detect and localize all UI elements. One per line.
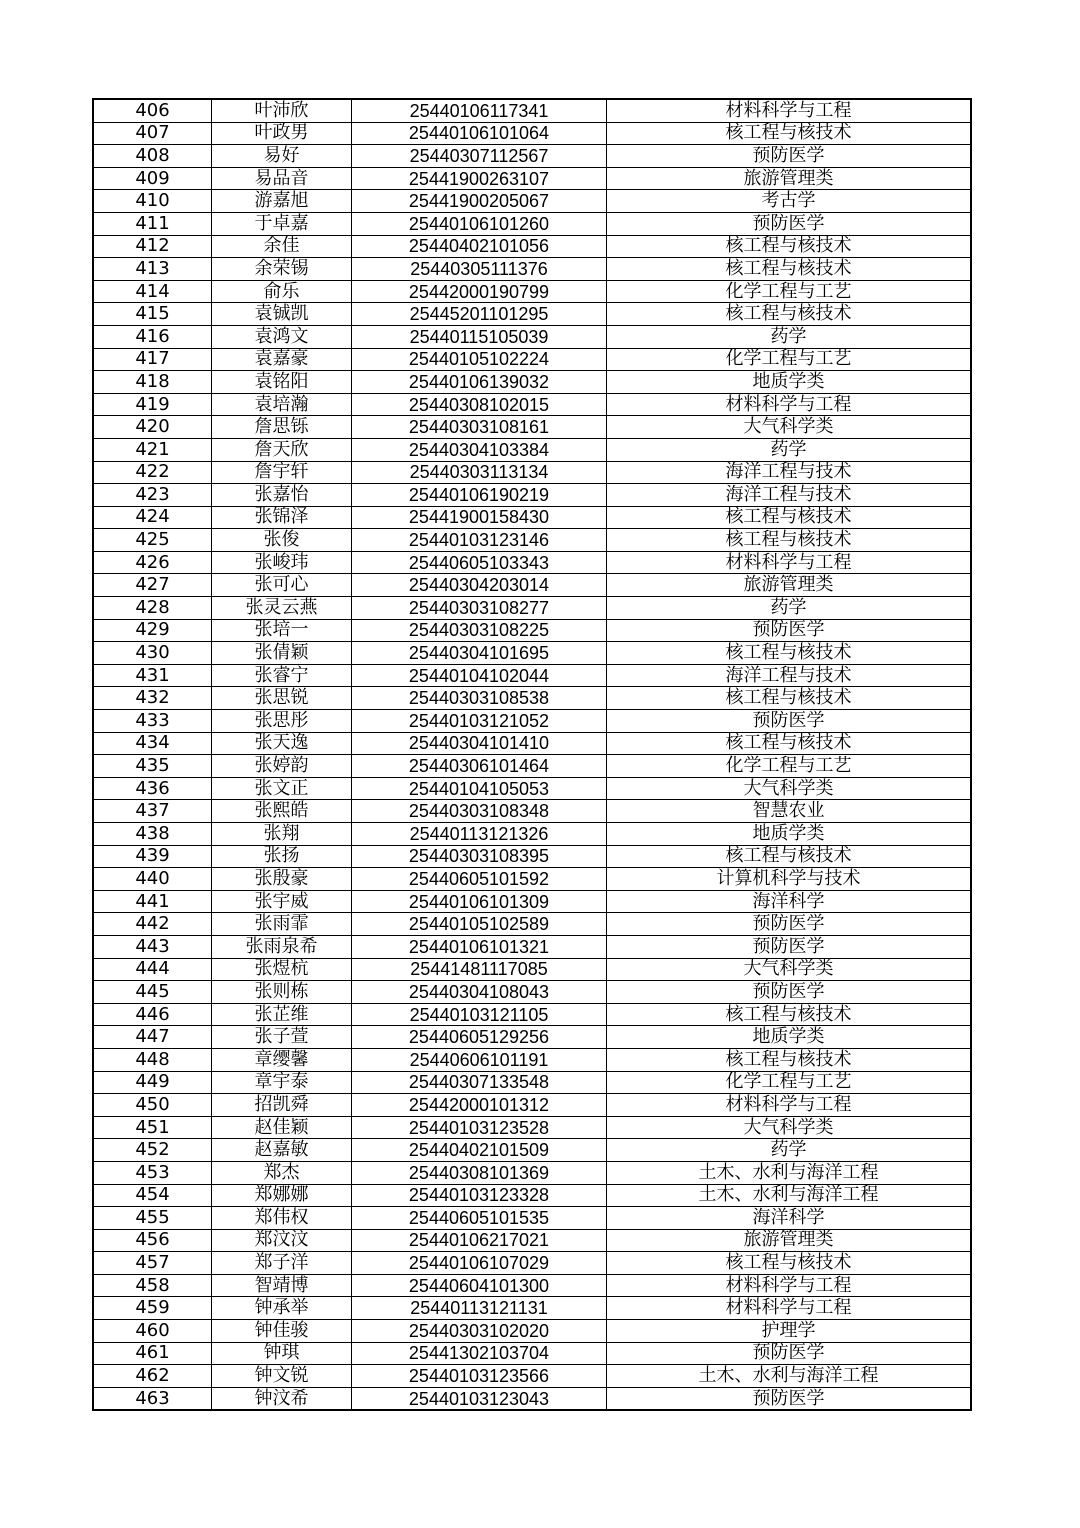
name-cell: 钟佳骏	[212, 1320, 352, 1343]
table-row	[93, 348, 971, 371]
row-number-cell: 409	[93, 167, 212, 190]
name-cell: 袁铭阳	[212, 371, 352, 394]
table-row	[93, 935, 971, 958]
name-cell: 游嘉旭	[212, 190, 352, 213]
row-number-cell: 419	[93, 393, 212, 416]
exam-id-cell: 25440606101191	[352, 1048, 607, 1071]
table-row	[93, 484, 971, 507]
major-cell: 海洋工程与技术	[607, 664, 972, 687]
table-row	[93, 597, 971, 620]
exam-id-cell: 25442000101312	[352, 1094, 607, 1117]
table-row	[93, 1048, 971, 1071]
major-cell: 智慧农业	[607, 800, 972, 823]
row-number-cell: 442	[93, 913, 212, 936]
exam-id-cell: 25440402101509	[352, 1139, 607, 1162]
exam-id-cell: 25441900263107	[352, 167, 607, 190]
major-cell: 土木、水利与海洋工程	[607, 1365, 972, 1388]
table-row	[93, 913, 971, 936]
major-cell: 地质学类	[607, 823, 972, 846]
table-row	[93, 551, 971, 574]
exam-id-cell: 25440605103343	[352, 551, 607, 574]
major-cell: 大气科学类	[607, 777, 972, 800]
exam-id-cell: 25440103123146	[352, 529, 607, 552]
row-number-cell: 415	[93, 303, 212, 326]
exam-id-cell: 25440103123328	[352, 1184, 607, 1207]
table-row	[93, 99, 971, 122]
row-number-cell: 408	[93, 145, 212, 168]
name-cell: 张思彤	[212, 710, 352, 733]
major-cell: 材料科学与工程	[607, 1274, 972, 1297]
major-cell: 药学	[607, 597, 972, 620]
table-row	[93, 574, 971, 597]
major-cell: 预防医学	[607, 935, 972, 958]
major-cell: 化学工程与工艺	[607, 1071, 972, 1094]
exam-id-cell: 25440605101535	[352, 1207, 607, 1230]
major-cell: 预防医学	[607, 1342, 972, 1365]
exam-id-cell: 25440104102044	[352, 664, 607, 687]
name-cell: 詹思铄	[212, 416, 352, 439]
major-cell: 考古学	[607, 190, 972, 213]
row-number-cell: 410	[93, 190, 212, 213]
exam-id-cell: 25445201101295	[352, 303, 607, 326]
major-cell: 材料科学与工程	[607, 1297, 972, 1320]
row-number-cell: 434	[93, 732, 212, 755]
name-cell: 易好	[212, 145, 352, 168]
row-number-cell: 460	[93, 1320, 212, 1343]
exam-id-cell: 25440106139032	[352, 371, 607, 394]
table-row	[93, 438, 971, 461]
table-row	[93, 687, 971, 710]
name-cell: 余荣锡	[212, 258, 352, 281]
exam-id-cell: 25440106101064	[352, 122, 607, 145]
major-cell: 大气科学类	[607, 1116, 972, 1139]
name-cell: 张煜杭	[212, 958, 352, 981]
name-cell: 张芷维	[212, 1003, 352, 1026]
row-number-cell: 411	[93, 212, 212, 235]
table-row	[93, 461, 971, 484]
exam-id-cell: 25440303108161	[352, 416, 607, 439]
row-number-cell: 452	[93, 1139, 212, 1162]
major-cell: 土木、水利与海洋工程	[607, 1161, 972, 1184]
row-number-cell: 435	[93, 755, 212, 778]
name-cell: 张灵云燕	[212, 597, 352, 620]
exam-id-cell: 25440306101464	[352, 755, 607, 778]
name-cell: 智靖博	[212, 1274, 352, 1297]
exam-id-cell: 25440106190219	[352, 484, 607, 507]
name-cell: 叶政男	[212, 122, 352, 145]
major-cell: 核工程与核技术	[607, 1003, 972, 1026]
row-number-cell: 440	[93, 868, 212, 891]
row-number-cell: 420	[93, 416, 212, 439]
name-cell: 张可心	[212, 574, 352, 597]
table-row	[93, 1184, 971, 1207]
name-cell: 钟文锐	[212, 1365, 352, 1388]
major-cell: 预防医学	[607, 981, 972, 1004]
table-row	[93, 868, 971, 891]
major-cell: 大气科学类	[607, 958, 972, 981]
table-row	[93, 212, 971, 235]
name-cell: 张倩颖	[212, 642, 352, 665]
row-number-cell: 433	[93, 710, 212, 733]
major-cell: 核工程与核技术	[607, 122, 972, 145]
major-cell: 预防医学	[607, 212, 972, 235]
name-cell: 赵嘉敏	[212, 1139, 352, 1162]
major-cell: 核工程与核技术	[607, 732, 972, 755]
name-cell: 郑子洋	[212, 1252, 352, 1275]
exam-id-cell: 25440303108277	[352, 597, 607, 620]
row-number-cell: 456	[93, 1229, 212, 1252]
row-number-cell: 459	[93, 1297, 212, 1320]
row-number-cell: 422	[93, 461, 212, 484]
row-number-cell: 437	[93, 800, 212, 823]
major-cell: 预防医学	[607, 1387, 972, 1410]
table-row	[93, 845, 971, 868]
row-number-cell: 407	[93, 122, 212, 145]
major-cell: 海洋工程与技术	[607, 461, 972, 484]
row-number-cell: 438	[93, 823, 212, 846]
major-cell: 预防医学	[607, 710, 972, 733]
major-cell: 预防医学	[607, 145, 972, 168]
name-cell: 袁培瀚	[212, 393, 352, 416]
table-row	[93, 371, 971, 394]
table-row	[93, 1003, 971, 1026]
table-row	[93, 145, 971, 168]
name-cell: 叶沛欣	[212, 99, 352, 122]
exam-id-cell: 25440303108225	[352, 619, 607, 642]
name-cell: 郑娜娜	[212, 1184, 352, 1207]
major-cell: 计算机科学与技术	[607, 868, 972, 891]
name-cell: 余佳	[212, 235, 352, 258]
row-number-cell: 431	[93, 664, 212, 687]
table-row	[93, 190, 971, 213]
name-cell: 张思锐	[212, 687, 352, 710]
row-number-cell: 418	[93, 371, 212, 394]
name-cell: 张锦泽	[212, 506, 352, 529]
name-cell: 张睿宁	[212, 664, 352, 687]
row-number-cell: 441	[93, 890, 212, 913]
table-row	[93, 1387, 971, 1410]
exam-id-cell: 25440104105053	[352, 777, 607, 800]
name-cell: 章缨馨	[212, 1048, 352, 1071]
name-cell: 俞乐	[212, 280, 352, 303]
major-cell: 药学	[607, 1139, 972, 1162]
name-cell: 张雨霏	[212, 913, 352, 936]
exam-id-cell: 25440303108395	[352, 845, 607, 868]
name-cell: 易品音	[212, 167, 352, 190]
name-cell: 张培一	[212, 619, 352, 642]
row-number-cell: 430	[93, 642, 212, 665]
major-cell: 地质学类	[607, 371, 972, 394]
table-row	[93, 1320, 971, 1343]
exam-id-cell: 25440103123566	[352, 1365, 607, 1388]
exam-id-cell: 25440106101321	[352, 935, 607, 958]
exam-id-cell: 25440304101410	[352, 732, 607, 755]
name-cell: 张俊	[212, 529, 352, 552]
table-row	[93, 777, 971, 800]
row-number-cell: 449	[93, 1071, 212, 1094]
exam-id-cell: 25440113121131	[352, 1297, 607, 1320]
exam-id-cell: 25440308102015	[352, 393, 607, 416]
table-row	[93, 755, 971, 778]
major-cell: 土木、水利与海洋工程	[607, 1184, 972, 1207]
name-cell: 袁嘉豪	[212, 348, 352, 371]
row-number-cell: 444	[93, 958, 212, 981]
major-cell: 大气科学类	[607, 416, 972, 439]
name-cell: 袁铖凯	[212, 303, 352, 326]
row-number-cell: 416	[93, 325, 212, 348]
exam-id-cell: 25440307112567	[352, 145, 607, 168]
exam-id-cell: 25440106217021	[352, 1229, 607, 1252]
exam-id-cell: 25440303113134	[352, 461, 607, 484]
table-row	[93, 1342, 971, 1365]
row-number-cell: 457	[93, 1252, 212, 1275]
row-number-cell: 429	[93, 619, 212, 642]
major-cell: 核工程与核技术	[607, 687, 972, 710]
name-cell: 张扬	[212, 845, 352, 868]
major-cell: 旅游管理类	[607, 574, 972, 597]
name-cell: 郑杰	[212, 1161, 352, 1184]
exam-id-cell: 25440304108043	[352, 981, 607, 1004]
exam-id-cell: 25440115105039	[352, 325, 607, 348]
major-cell: 核工程与核技术	[607, 258, 972, 281]
row-number-cell: 427	[93, 574, 212, 597]
major-cell: 核工程与核技术	[607, 529, 972, 552]
exam-id-cell: 25441302103704	[352, 1342, 607, 1365]
row-number-cell: 424	[93, 506, 212, 529]
major-cell: 核工程与核技术	[607, 506, 972, 529]
table-row	[93, 1161, 971, 1184]
table-row	[93, 958, 971, 981]
row-number-cell: 425	[93, 529, 212, 552]
table-row	[93, 1207, 971, 1230]
name-cell: 赵佳颖	[212, 1116, 352, 1139]
row-number-cell: 432	[93, 687, 212, 710]
table-row	[93, 800, 971, 823]
major-cell: 护理学	[607, 1320, 972, 1343]
roster-table	[92, 98, 972, 1411]
exam-id-cell: 25440113121326	[352, 823, 607, 846]
exam-id-cell: 25440305111376	[352, 258, 607, 281]
exam-id-cell: 25440303108538	[352, 687, 607, 710]
row-number-cell: 414	[93, 280, 212, 303]
name-cell: 张雨泉希	[212, 935, 352, 958]
major-cell: 材料科学与工程	[607, 393, 972, 416]
row-number-cell: 436	[93, 777, 212, 800]
table-row	[93, 325, 971, 348]
table-row	[93, 235, 971, 258]
row-number-cell: 445	[93, 981, 212, 1004]
exam-id-cell: 25440605101592	[352, 868, 607, 891]
row-number-cell: 406	[93, 99, 212, 122]
exam-id-cell: 25441900158430	[352, 506, 607, 529]
row-number-cell: 455	[93, 1207, 212, 1230]
exam-id-cell: 25440308101369	[352, 1161, 607, 1184]
exam-id-cell: 25440604101300	[352, 1274, 607, 1297]
table-row	[93, 1229, 971, 1252]
table-row	[93, 303, 971, 326]
name-cell: 张翔	[212, 823, 352, 846]
name-cell: 张殷豪	[212, 868, 352, 891]
table-row	[93, 890, 971, 913]
exam-id-cell: 25440106117341	[352, 99, 607, 122]
major-cell: 材料科学与工程	[607, 1094, 972, 1117]
exam-id-cell: 25440303102020	[352, 1320, 607, 1343]
row-number-cell: 439	[93, 845, 212, 868]
row-number-cell: 421	[93, 438, 212, 461]
exam-id-cell: 25440106107029	[352, 1252, 607, 1275]
exam-id-cell: 25440402101056	[352, 235, 607, 258]
exam-id-cell: 25440103121052	[352, 710, 607, 733]
table-row	[93, 1094, 971, 1117]
major-cell: 核工程与核技术	[607, 1252, 972, 1275]
row-number-cell: 412	[93, 235, 212, 258]
table-row	[93, 529, 971, 552]
major-cell: 核工程与核技术	[607, 845, 972, 868]
exam-id-cell: 25441900205067	[352, 190, 607, 213]
table-row	[93, 258, 971, 281]
name-cell: 张天逸	[212, 732, 352, 755]
row-number-cell: 451	[93, 1116, 212, 1139]
table-row	[93, 642, 971, 665]
major-cell: 药学	[607, 325, 972, 348]
major-cell: 海洋科学	[607, 1207, 972, 1230]
table-row	[93, 1297, 971, 1320]
name-cell: 招凯舜	[212, 1094, 352, 1117]
major-cell: 核工程与核技术	[607, 235, 972, 258]
row-number-cell: 426	[93, 551, 212, 574]
table-row	[93, 664, 971, 687]
table-row	[93, 1116, 971, 1139]
name-cell: 张嘉怡	[212, 484, 352, 507]
table-row	[93, 1071, 971, 1094]
name-cell: 郑汶汶	[212, 1229, 352, 1252]
exam-id-cell: 25442000190799	[352, 280, 607, 303]
table-row	[93, 823, 971, 846]
exam-id-cell: 25440105102224	[352, 348, 607, 371]
row-number-cell: 448	[93, 1048, 212, 1071]
exam-id-cell: 25440106101260	[352, 212, 607, 235]
exam-id-cell: 25440105102589	[352, 913, 607, 936]
table-row	[93, 280, 971, 303]
name-cell: 于卓嘉	[212, 212, 352, 235]
name-cell: 钟琪	[212, 1342, 352, 1365]
row-number-cell: 453	[93, 1161, 212, 1184]
name-cell: 郑伟权	[212, 1207, 352, 1230]
major-cell: 核工程与核技术	[607, 303, 972, 326]
exam-id-cell: 25440303108348	[352, 800, 607, 823]
major-cell: 材料科学与工程	[607, 551, 972, 574]
table-row	[93, 416, 971, 439]
table-row	[93, 1139, 971, 1162]
row-number-cell: 417	[93, 348, 212, 371]
name-cell: 袁鸿文	[212, 325, 352, 348]
major-cell: 化学工程与工艺	[607, 280, 972, 303]
name-cell: 詹天欣	[212, 438, 352, 461]
name-cell: 钟汶希	[212, 1387, 352, 1410]
name-cell: 张子萱	[212, 1026, 352, 1049]
exam-id-cell: 25440103123043	[352, 1387, 607, 1410]
row-number-cell: 461	[93, 1342, 212, 1365]
name-cell: 章宇泰	[212, 1071, 352, 1094]
row-number-cell: 428	[93, 597, 212, 620]
major-cell: 海洋科学	[607, 890, 972, 913]
name-cell: 张婷韵	[212, 755, 352, 778]
row-number-cell: 447	[93, 1026, 212, 1049]
major-cell: 化学工程与工艺	[607, 755, 972, 778]
row-number-cell: 463	[93, 1387, 212, 1410]
exam-id-cell: 25440605129256	[352, 1026, 607, 1049]
row-number-cell: 443	[93, 935, 212, 958]
table-row	[93, 506, 971, 529]
exam-id-cell: 25440304203014	[352, 574, 607, 597]
name-cell: 张则栋	[212, 981, 352, 1004]
row-number-cell: 458	[93, 1274, 212, 1297]
table-row	[93, 619, 971, 642]
major-cell: 预防医学	[607, 619, 972, 642]
major-cell: 药学	[607, 438, 972, 461]
name-cell: 张宇威	[212, 890, 352, 913]
major-cell: 核工程与核技术	[607, 642, 972, 665]
row-number-cell: 450	[93, 1094, 212, 1117]
name-cell: 张熙皓	[212, 800, 352, 823]
name-cell: 张峻玮	[212, 551, 352, 574]
table-row	[93, 710, 971, 733]
table-row	[93, 1252, 971, 1275]
row-number-cell: 413	[93, 258, 212, 281]
major-cell: 预防医学	[607, 913, 972, 936]
exam-id-cell: 25441481117085	[352, 958, 607, 981]
major-cell: 化学工程与工艺	[607, 348, 972, 371]
name-cell: 詹宇轩	[212, 461, 352, 484]
row-number-cell: 462	[93, 1365, 212, 1388]
table-row	[93, 393, 971, 416]
major-cell: 海洋工程与技术	[607, 484, 972, 507]
row-number-cell: 454	[93, 1184, 212, 1207]
major-cell: 旅游管理类	[607, 167, 972, 190]
roster-table-body	[93, 99, 971, 1410]
row-number-cell: 446	[93, 1003, 212, 1026]
major-cell: 旅游管理类	[607, 1229, 972, 1252]
row-number-cell: 423	[93, 484, 212, 507]
exam-id-cell: 25440307133548	[352, 1071, 607, 1094]
exam-id-cell: 25440304103384	[352, 438, 607, 461]
exam-id-cell: 25440103123528	[352, 1116, 607, 1139]
table-row	[93, 732, 971, 755]
major-cell: 材料科学与工程	[607, 99, 972, 122]
exam-id-cell: 25440106101309	[352, 890, 607, 913]
table-row	[93, 1274, 971, 1297]
table-row	[93, 1365, 971, 1388]
major-cell: 地质学类	[607, 1026, 972, 1049]
table-row	[93, 1026, 971, 1049]
table-row	[93, 122, 971, 145]
exam-id-cell: 25440103121105	[352, 1003, 607, 1026]
major-cell: 核工程与核技术	[607, 1048, 972, 1071]
name-cell: 张文正	[212, 777, 352, 800]
table-row	[93, 167, 971, 190]
exam-id-cell: 25440304101695	[352, 642, 607, 665]
name-cell: 钟承举	[212, 1297, 352, 1320]
table-row	[93, 981, 971, 1004]
